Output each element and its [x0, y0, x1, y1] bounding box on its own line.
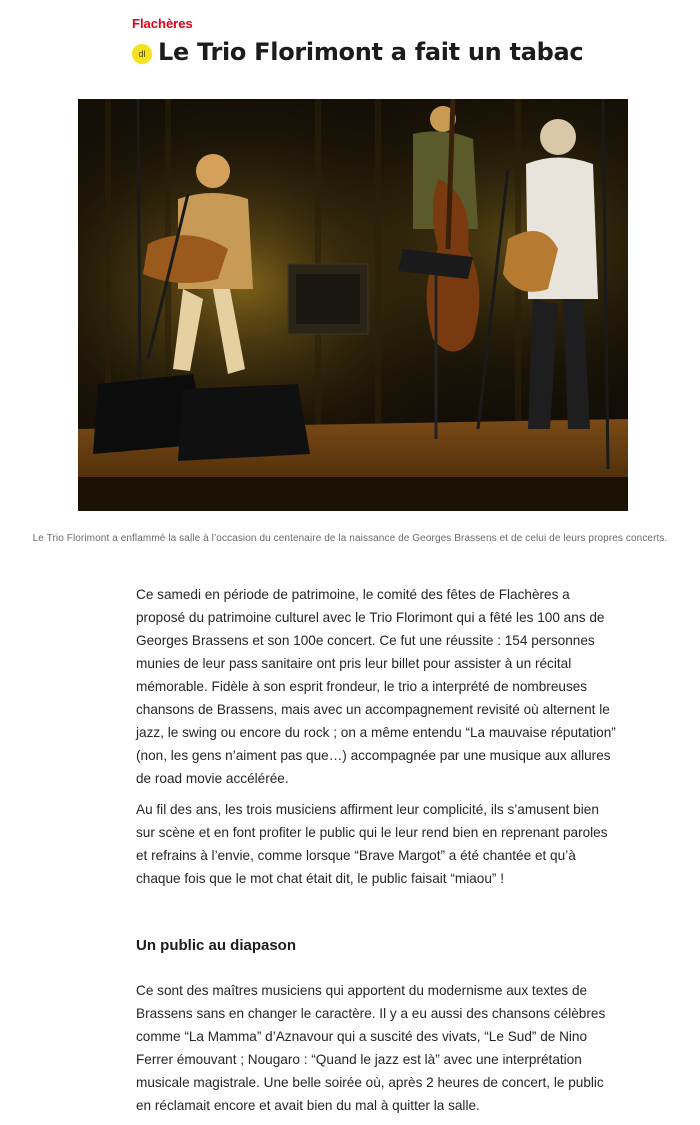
- article-paragraph: Ce samedi en période de patrimoine, le comité des fêtes de Flachères a proposé du patrimoine culturel avec le Trio Florimont qui a fêté les 100 ans de Georges Brassens et son 100e concert. Ce fut une réussite : 154 personnes munies de leur pass sanitaire ont pris leur billet pour assister à un récital mémorable. Fidèle à son esprit frondeur, le trio a interprété de nombreuses chansons de Brassens, mais avec un accompagnement revisité où alternent le jazz, le swing ou encore du rock ; on a même entendu “La mauvaise réputation” (non, les gens n’aiment pas que…) accompagnée par une musique aux allures de road movie accélérée.: [136, 587, 616, 786]
- article-kicker[interactable]: Flachères: [132, 16, 193, 31]
- article-paragraph: Ce sont des maîtres musiciens qui apportent du modernisme aux textes de Brassens sans en changer le caractère. Il y a eu aussi des chansons célèbres comme “La Mamma” d’Aznavour qui a suscité des vivats, “Le Sud” de Nino Ferrer émouvant ; Nougaro : “Quand le jazz est là” avec une interprétation musicale magistrale. Une belle soirée où, après 2 heures de concert, le public en réclamait encore et avait bien du mal à quitter la salle.: [136, 983, 606, 1113]
- concert-photo[interactable]: [78, 99, 628, 511]
- article-paragraph: Au fil des ans, les trois musiciens affirment leur complicité, ils s’amusent bien sur scène et en font profiter le public qui le leur rend bien en reprenant paroles et refrains à l’envie, comme lorsque “Brave Margot” a été chantée et qu’à chaque fois que le mot chat était dit, le public faisait “miaou” !: [136, 802, 608, 886]
- article-title: Le Trio Florimont a fait un tabac: [158, 38, 584, 66]
- article-subheading: Un public au diapason: [136, 937, 297, 954]
- concert-photo-illustration: [78, 99, 628, 511]
- dl-logo-badge: dl: [132, 44, 152, 64]
- headline-row: [132, 38, 583, 66]
- article-body: [136, 583, 616, 1125]
- photo-caption: Le Trio Florimont a enflammé la salle à l’occasion du centenaire de la naissance de Georges Brassens et de celui de leurs propres concerts.: [32, 533, 668, 544]
